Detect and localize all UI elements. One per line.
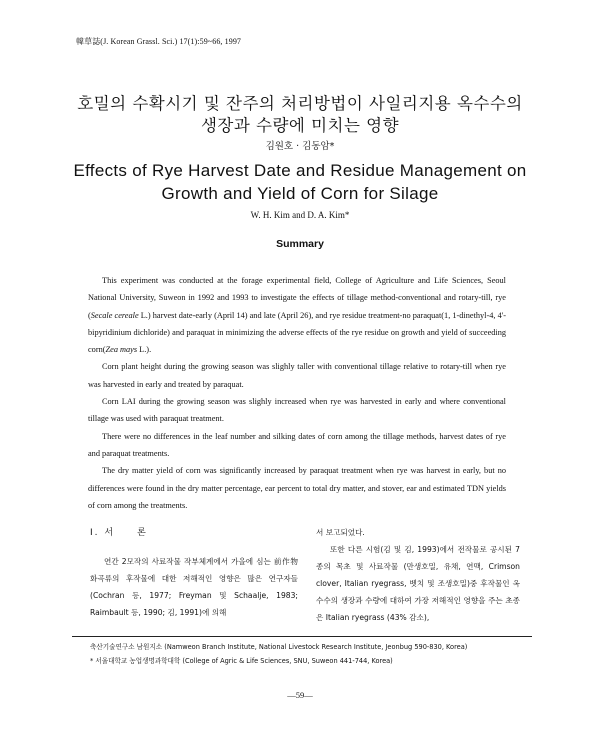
abstract-paragraph-2: Corn plant height during the growing season was slighly taller with conventional tillage relative to rotary-till when rye was harvested in early and treated by paraquat. [88, 362, 506, 389]
abstract-paragraph-5: The dry matter yield of corn was significantly increased by paraquat treatment when rye was harvest in early, but no differences were found in the dry matter percentage, ear percent to total dry matter, and stover, ear and estimated TDN yields of corn among the treatments. [88, 466, 506, 510]
abstract-text: This experiment was conducted at the forage experimental field, College of Agriculture and Life Sciences, Seoul National University, Suweon in 1992 and 1993 to investigate the effects of tillage method-conventional and rotary-till, rye ( [88, 276, 506, 320]
korean-title-line-2: 생장과 수량에 미치는 영향 [200, 116, 400, 135]
species-name: Secale cereale [90, 310, 139, 320]
english-title-line-1: Effects of Rye Harvest Date and Residue Management on [73, 161, 527, 180]
intro-paragraph-continued: 서 보고되었다. [316, 528, 365, 537]
footnotes [90, 641, 530, 668]
english-title-line-2: Growth and Yield of Corn for Silage [161, 184, 439, 203]
intro-right-column [316, 525, 520, 626]
running-head: 韓草誌(J. Korean Grassl. Sci.) 17(1):59~66, 1997 [76, 37, 242, 46]
footnote-affiliation-2: * 서울대학교 농업생명과학대학 (College of Agric & Life Sciences, SNU, Suweon 441-744, Korea) [90, 656, 393, 665]
section-heading-introduction: I. 서 론 [90, 528, 148, 538]
korean-title-line-1: 호밀의 수확시기 및 잔주의 처리방법이 사일리지용 옥수수의 [77, 94, 523, 113]
abstract-paragraph-3: Corn LAI during the growing season was slighly increased when rye was harvested in early and where conventional tillage was used with paraquat treatment. [88, 397, 506, 424]
abstract-text: L.) harvest date-early (April 14) and late (April 26), and rye residue treatment-no paraquat(1, 1-dinethyl-4, 4'-bipyridinium dichloride) and paraquat in minimizing the adverse effects of the rye residue on growth and yield of succeeding corn( [88, 310, 506, 355]
abstract [88, 272, 506, 514]
abstract-paragraph-4: There were no differences in the leaf number and silking dates of corn among the tillage methods, harvest dates of rye and paraquat treatments. [88, 431, 506, 458]
korean-authors: 김원호 · 김동암* [265, 141, 335, 152]
intro-paragraph: 또한 다른 시험(김 및 김, 1993)에서 전작물로 공시된 7종의 목초 및 사료작물 (만생호밀, 유채, 연맥, Crimson clover, Italian ryegrass, 벳치 및 조생호밀)중 후작물인 옥수수의 생장과 수량에 대하여 가장 저해적인 영향을 주는 초종은 Italian ryegrass (43% 감소), [316, 544, 520, 622]
summary-heading: Summary [276, 238, 324, 250]
intro-paragraph: 연간 2모작의 사료작물 작부체계에서 가을에 심는 前作物 화곡류의 후작물에 대한 저해적인 영향은 많은 연구자들(Cochran 등, 1977; Freyman 및 Schaalje, 1983; Raimbault 등, 1990; 김, 1991)에 의해 [90, 556, 298, 617]
footnote-divider [72, 636, 532, 637]
english-authors: W. H. Kim and D. A. Kim* [250, 210, 350, 220]
intro-left-column [90, 525, 298, 622]
species-name: Zea mays [105, 345, 138, 355]
footnote-affiliation-1: 축산기술연구소 남원지소 (Namweon Branch Institute, National Livestock Research Institute, Jeonbug 590-830, Korea) [90, 643, 468, 651]
page-number: —59— [287, 690, 313, 700]
abstract-paragraph-1 [88, 272, 506, 358]
abstract-text: L.). [137, 345, 152, 355]
